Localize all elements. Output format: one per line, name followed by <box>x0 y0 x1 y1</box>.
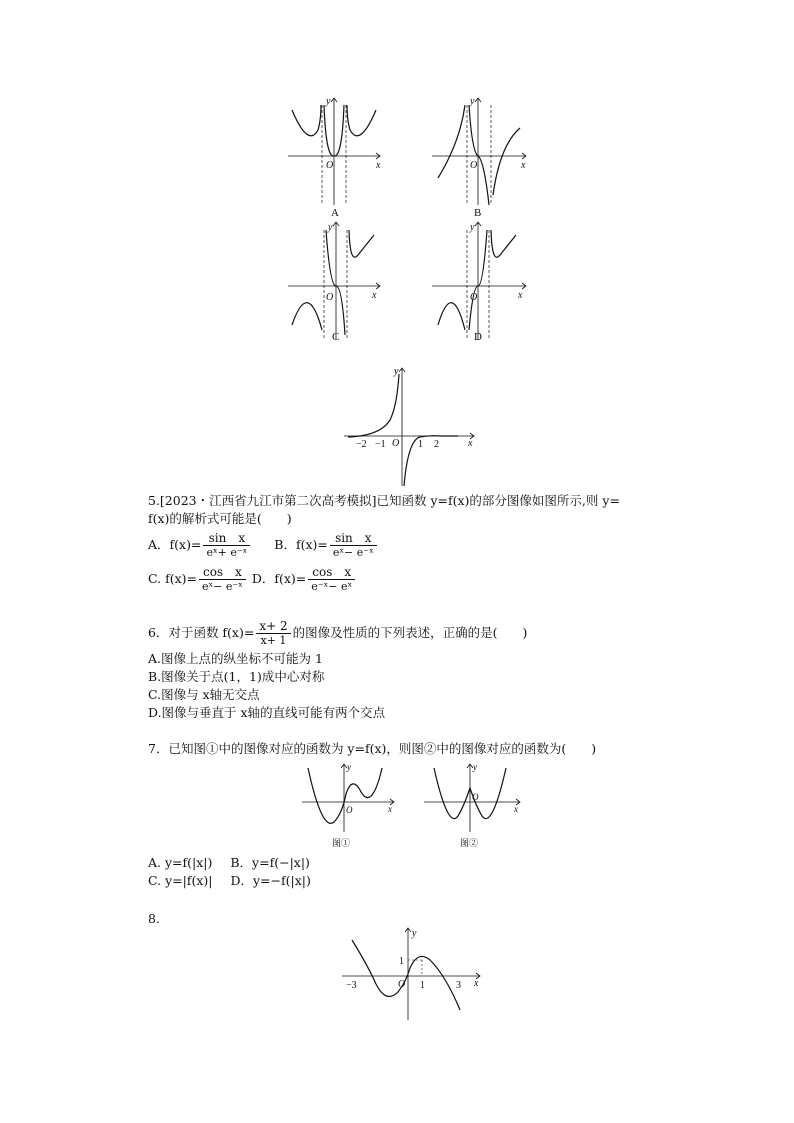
graph-a-y-label: y <box>326 96 331 107</box>
graph-c <box>288 222 380 340</box>
graph-d-label: D <box>474 331 482 343</box>
graph-b-y-label: y <box>470 96 475 107</box>
q8-x-label: x <box>474 978 479 989</box>
q6-stem <box>148 618 527 648</box>
graph-b-x-label: x <box>521 160 526 171</box>
q6-option-a[interactable]: A.图像上点的纵坐标不可能为 1 <box>148 651 323 666</box>
q7-fig2-caption: 图② <box>460 838 479 848</box>
graph-d-y-label: y <box>470 222 475 233</box>
q5-stem-line2: f(x)的解析式可能是( ) <box>148 511 292 526</box>
q5-option-c-label: C. f(x)= <box>148 571 197 586</box>
q8-tick-y1: 1 <box>399 956 404 967</box>
graph-b <box>432 98 526 205</box>
graph-c-x-label: x <box>372 290 377 301</box>
graph-c-y-label: y <box>328 222 333 233</box>
q5-option-b-den: eˣ− e⁻ˣ <box>332 546 374 559</box>
q6-stem-pre: 6．对于函数 f(x)= <box>148 625 255 640</box>
q6-option-d[interactable]: D.图像与垂直于 x轴的直线可能有两个交点 <box>148 705 386 720</box>
graph-a <box>288 98 380 205</box>
q6-stem-fraction <box>256 619 290 648</box>
q7-fig1-origin: O <box>346 805 353 815</box>
q5-option-a-label: A．f(x)= <box>148 537 202 552</box>
q7-fig2-x-label: x <box>514 804 518 814</box>
graph-d-x-label: x <box>518 290 523 301</box>
q5-stem-line1: 5.[2023・江西省九江市第二次高考模拟]已知函数 y=f(x)的部分图像如图所示,则 y= <box>148 493 620 508</box>
q5-option-b[interactable] <box>274 531 378 559</box>
q7-option-c[interactable]: C. y=|f(x)| <box>148 873 213 888</box>
q6-stem-den: x+ 1 <box>260 634 287 647</box>
q7-fig2-y-label: y <box>473 762 477 772</box>
q5-option-d-fraction <box>308 565 355 594</box>
q5-option-a-fraction <box>203 531 250 560</box>
q4-graphs <box>280 90 540 350</box>
q5-option-d[interactable] <box>251 565 357 593</box>
q8-tick-1: 1 <box>420 980 425 991</box>
q5-option-b-num: sin x <box>330 531 377 546</box>
q8-tick-neg3: −3 <box>346 980 357 991</box>
q5-tick-neg2: −2 <box>356 439 367 450</box>
q7-fig1-caption: 图① <box>332 838 351 848</box>
q5-option-c[interactable] <box>148 565 252 593</box>
graph-a-x-label: x <box>376 160 381 171</box>
q5-option-c-num: cos x <box>199 565 246 580</box>
q7-option-a[interactable]: A. y=f(|x|) <box>148 855 213 870</box>
q7-option-b[interactable]: B．y=f(−|x|) <box>230 855 310 870</box>
q5-tick-1: 1 <box>418 439 423 450</box>
graph-c-origin: O <box>326 292 334 303</box>
q6-stem-num: x+ 2 <box>256 619 290 634</box>
q5-option-d-num: cos x <box>308 565 355 580</box>
graph-d-origin: O <box>470 292 478 303</box>
q5-option-a[interactable] <box>148 531 256 559</box>
q5-options-cd <box>148 564 357 594</box>
q7-stem: 7．已知图①中的图像对应的函数为 y=f(x)，则图②中的图像对应的函数为( ) <box>148 741 597 756</box>
q7-fig1-y-label: y <box>347 762 351 772</box>
graph-a-origin: O <box>326 160 334 171</box>
graph-d <box>432 222 526 340</box>
q5-tick-neg1: −1 <box>375 439 386 450</box>
q7-options-cd <box>148 872 311 890</box>
q5-tick-2: 2 <box>434 439 439 450</box>
q7-figures <box>298 760 528 852</box>
q5-option-a-num: sin x <box>203 531 250 546</box>
q7-fig2-origin: O <box>472 792 479 802</box>
q6-option-b[interactable]: B.图像关于点(1，1)成中心对称 <box>148 669 325 684</box>
graph-c-label: C <box>332 331 340 343</box>
q5-origin: O <box>392 438 400 449</box>
q5-options-ab <box>148 530 379 560</box>
q6-option-c[interactable]: C.图像与 x轴无交点 <box>148 687 260 702</box>
graph-a-label: A <box>331 207 339 219</box>
q5-graph <box>340 362 480 490</box>
q7-fig1-x-label: x <box>388 804 392 814</box>
q5-option-d-label: D．f(x)= <box>251 571 307 586</box>
q5-option-a-den: eˣ+ e⁻ˣ <box>206 546 248 559</box>
q7-options-ab <box>148 854 310 872</box>
q8-graph <box>338 924 488 1024</box>
q5-option-d-den: e⁻ˣ− eˣ <box>311 580 353 593</box>
q7-option-d[interactable]: D．y=−f(|x|) <box>230 873 311 888</box>
q6-stem-post: 的图像及性质的下列表述，正确的是( ) <box>292 625 528 640</box>
q5-option-c-den: eˣ− e⁻ˣ <box>201 580 243 593</box>
q8-origin: O <box>398 979 406 990</box>
q8-tick-3: 3 <box>456 980 461 991</box>
q5-option-c-fraction <box>199 565 246 594</box>
q8-number: 8. <box>148 911 160 926</box>
q5-x-label: x <box>468 438 473 449</box>
q5-option-b-label: B．f(x)= <box>274 537 328 552</box>
q8-y-label: y <box>412 928 417 939</box>
q5-option-b-fraction <box>330 531 377 560</box>
graph-b-origin: O <box>470 160 478 171</box>
q5-y-label: y <box>394 366 399 377</box>
graph-b-label: B <box>474 207 482 219</box>
